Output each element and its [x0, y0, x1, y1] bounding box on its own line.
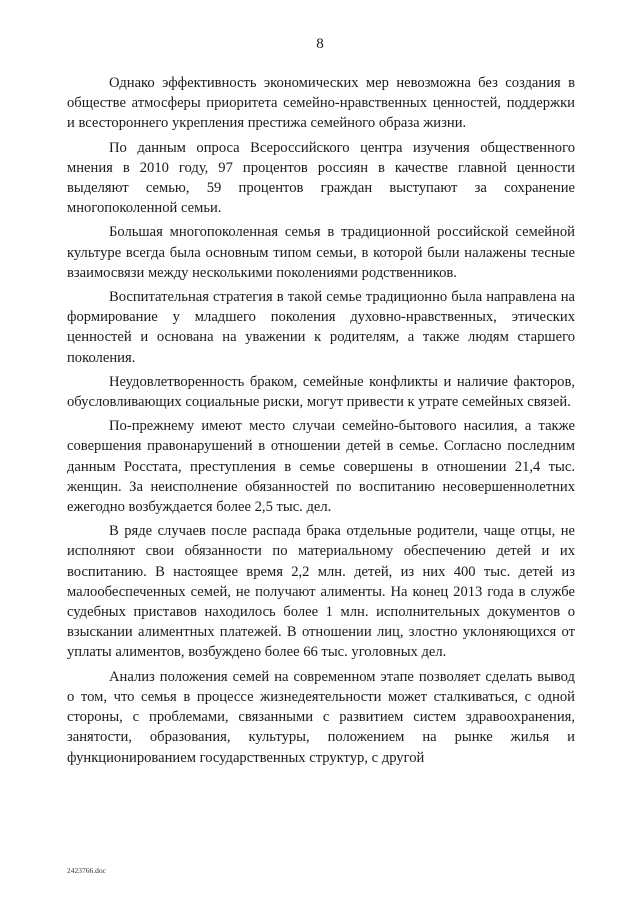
paragraph-4: Воспитательная стратегия в такой семье традиционно была направлена на формирование у младшего поколения духовно-нравственных, этических ценностей и основана на уважении к родителям, а также людям старшего поколения. [67, 289, 575, 366]
paragraph-6: По-прежнему имеют место случаи семейно-бытового насилия, а также совершения правонарушений в отношении детей в семье. Согласно последним данным Росстата, преступления в семье совершены в отношении 21,4 тыс. женщин. За неисполнение обязанностей по воспитанию несовершеннолетних ежегодно возбуждается более 2,5 тыс. дел. [67, 418, 575, 516]
footer-file-name: 2423766.doc [67, 866, 106, 875]
paragraph-8: Анализ положения семей на современном этапе позволяет сделать вывод о том, что семья в процессе жизнедеятельности может сталкиваться, с одной стороны, с проблемами, связанными с развитием систем здравоохранения, занятости, образования, культуры, положением на рынке жилья и функционированием государственных структур, с другой [67, 668, 575, 766]
paragraph-2: По данным опроса Всероссийского центра изучения общественного мнения в 2010 году, 97 процентов россиян в качестве главной ценности выделяют семью, 59 процентов граждан выступают за сохранение многопоколенной семьи. [67, 139, 575, 217]
paragraph-3: Большая многопоколенная семья в традиционной российской семейной культуре всегда была основным типом семьи, в которой были налажены тесные взаимосвязи между несколькими поколениями родственников. [67, 224, 575, 281]
document-body [67, 73, 575, 772]
paragraph-1: Однако эффективность экономических мер невозможна без создания в обществе атмосферы приоритета семейно-нравственных ценностей, поддержки и всестороннего укрепления престижа семейного образа жизни. [67, 75, 575, 132]
page-number: 8 [316, 36, 324, 52]
paragraph-7: В ряде случаев после распада брака отдельные родители, чаще отцы, не исполняют свои обязанности по материальному обеспечению детей и их воспитанию. В настоящее время 2,2 млн. детей, из них 400 тыс. детей из малообеспеченных семей, не получают алименты. На конец 2013 года в службе судебных приставов находилось более 1 млн. исполнительных документов о взыскании алиментных платежей. В отношении лиц, злостно уклоняющихся от уплаты алиментов, возбуждено более 66 тыс. уголовных дел. [67, 523, 575, 661]
paragraph-5: Неудовлетворенность браком, семейные конфликты и наличие факторов, обусловливающих социальные риски, могут привести к утрате семейных связей. [67, 373, 575, 411]
